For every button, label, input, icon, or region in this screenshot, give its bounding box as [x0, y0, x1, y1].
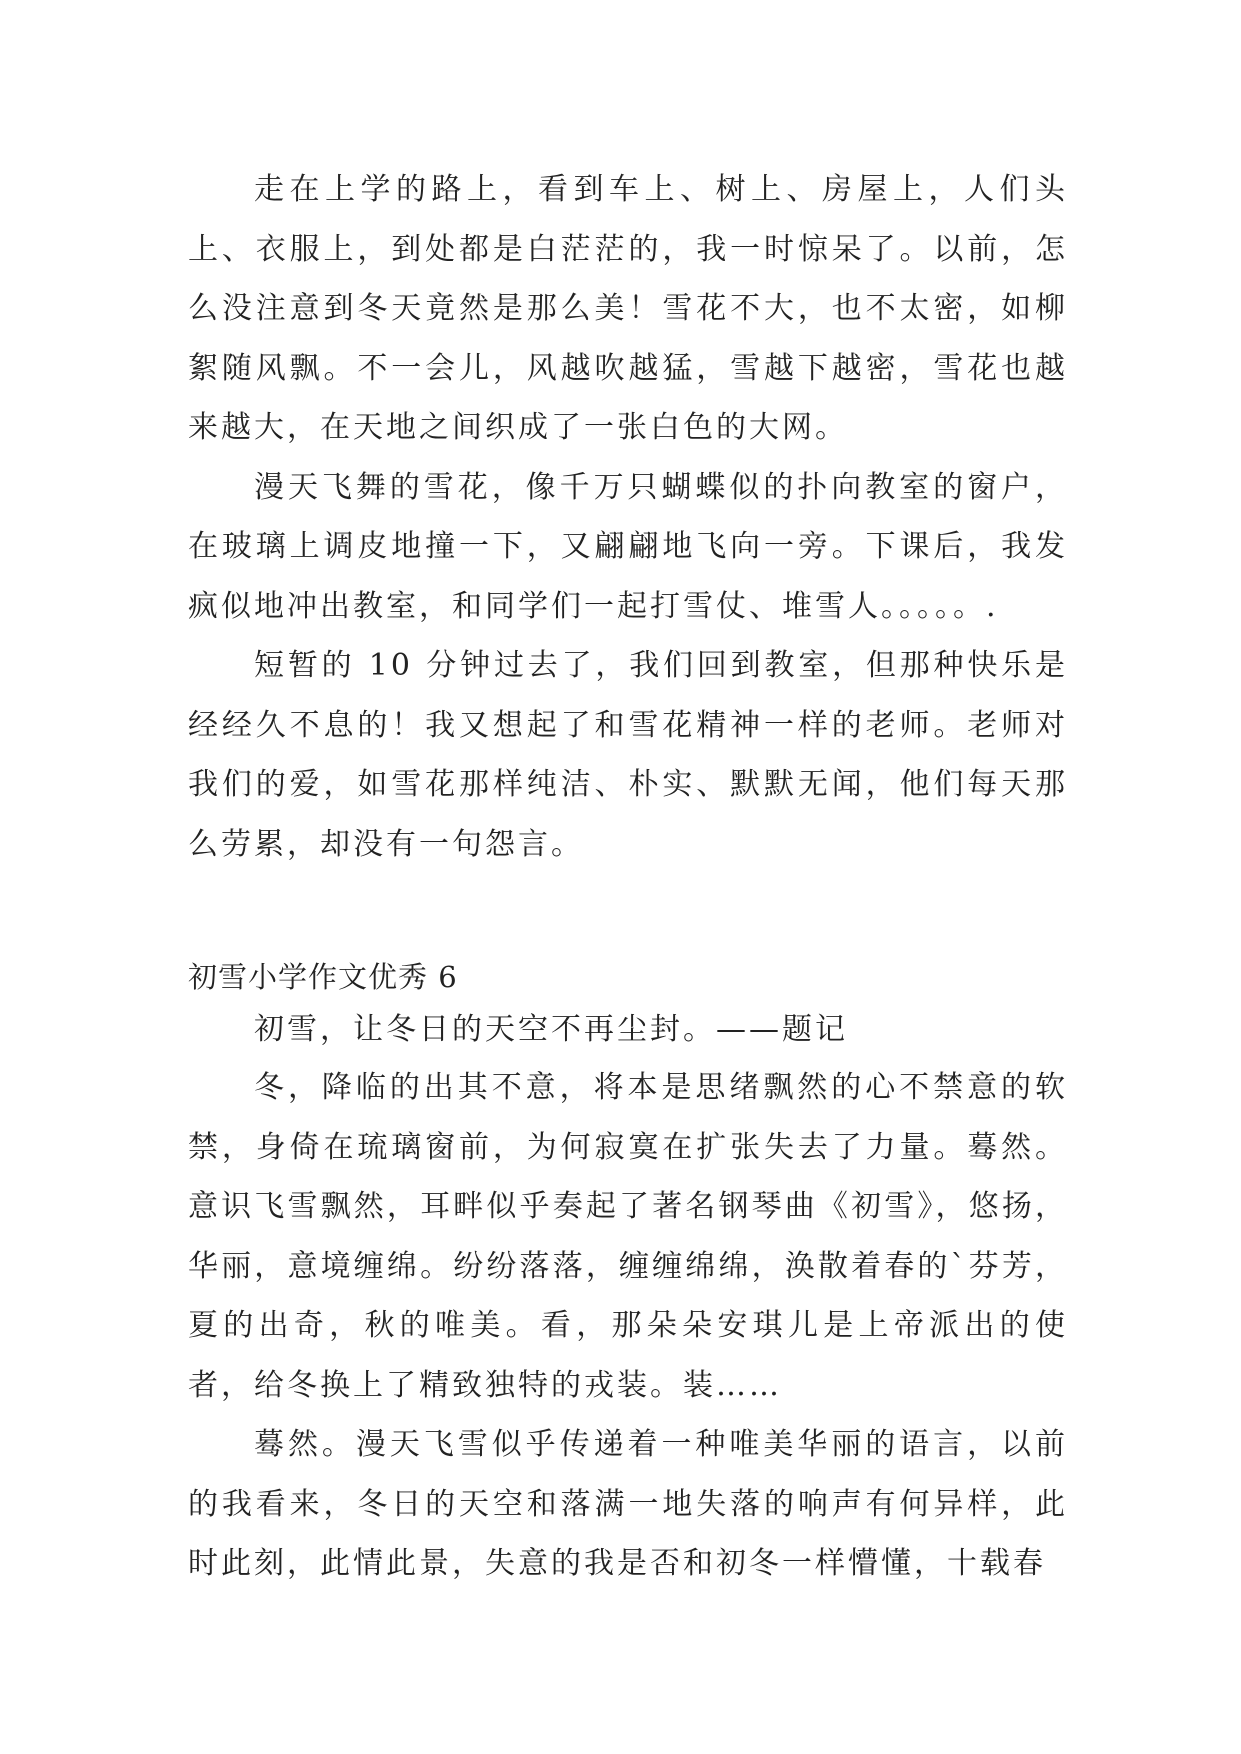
section-heading: 初雪小学作文优秀 6 — [188, 960, 458, 994]
document-page — [188, 160, 1068, 1594]
paragraph-snowflakes-window: 漫天飞舞的雪花，像千万只蝴蝶似的扑向教室的窗户，在玻璃上调皮地撞一下，又翩翩地飞向一旁。下课后，我发疯似地冲出教室，和同学们一起打雪仗、堆雪人。。。。。. — [188, 469, 1068, 624]
section-divider — [188, 874, 1068, 952]
paragraph-winter-arrives: 冬，降临的出其不意，将本是思绪飘然的心不禁意的软禁，身倚在琉璃窗前，为何寂寞在扩张失去了力量。蓦然。意识飞雪飘然，耳畔似乎奏起了著名钢琴曲《初雪》，悠扬，华丽，意境缠绵。纷纷落落，缠缠绵绵，涣散着春的`芬芳，夏的出奇，秋的唯美。看，那朵朵安琪儿是上帝派出的使者，给冬换上了精致独特的戎装。装…… — [188, 1070, 1068, 1403]
paragraph-walk-to-school: 走在上学的路上，看到车上、树上、房屋上，人们头上、衣服上，到处都是白茫茫的，我一时惊呆了。以前，怎么没注意到冬天竟然是那么美！雪花不大，也不太密，如柳絮随风飘。不一会儿，风越吹越猛，雪越下越密，雪花也越来越大，在天地之间织成了一张白色的大网。 — [188, 172, 1068, 445]
section-epigraph: 初雪，让冬日的天空不再尘封。——题记 — [254, 1012, 848, 1047]
paragraph-ten-minutes: 短暂的 10 分钟过去了，我们回到教室，但那种快乐是经经久不息的！我又想起了和雪花精神一样的老师。老师对我们的爱，如雪花那样纯洁、朴实、默默无闻，他们每天那么劳累，却没有一句怨言。 — [188, 648, 1068, 862]
paragraph-suddenly-snow: 蓦然。漫天飞雪似乎传递着一种唯美华丽的语言，以前的我看来，冬日的天空和落满一地失落的响声有何异样，此时此刻，此情此景，失意的我是否和初冬一样懵懂，十载春 — [188, 1427, 1068, 1581]
